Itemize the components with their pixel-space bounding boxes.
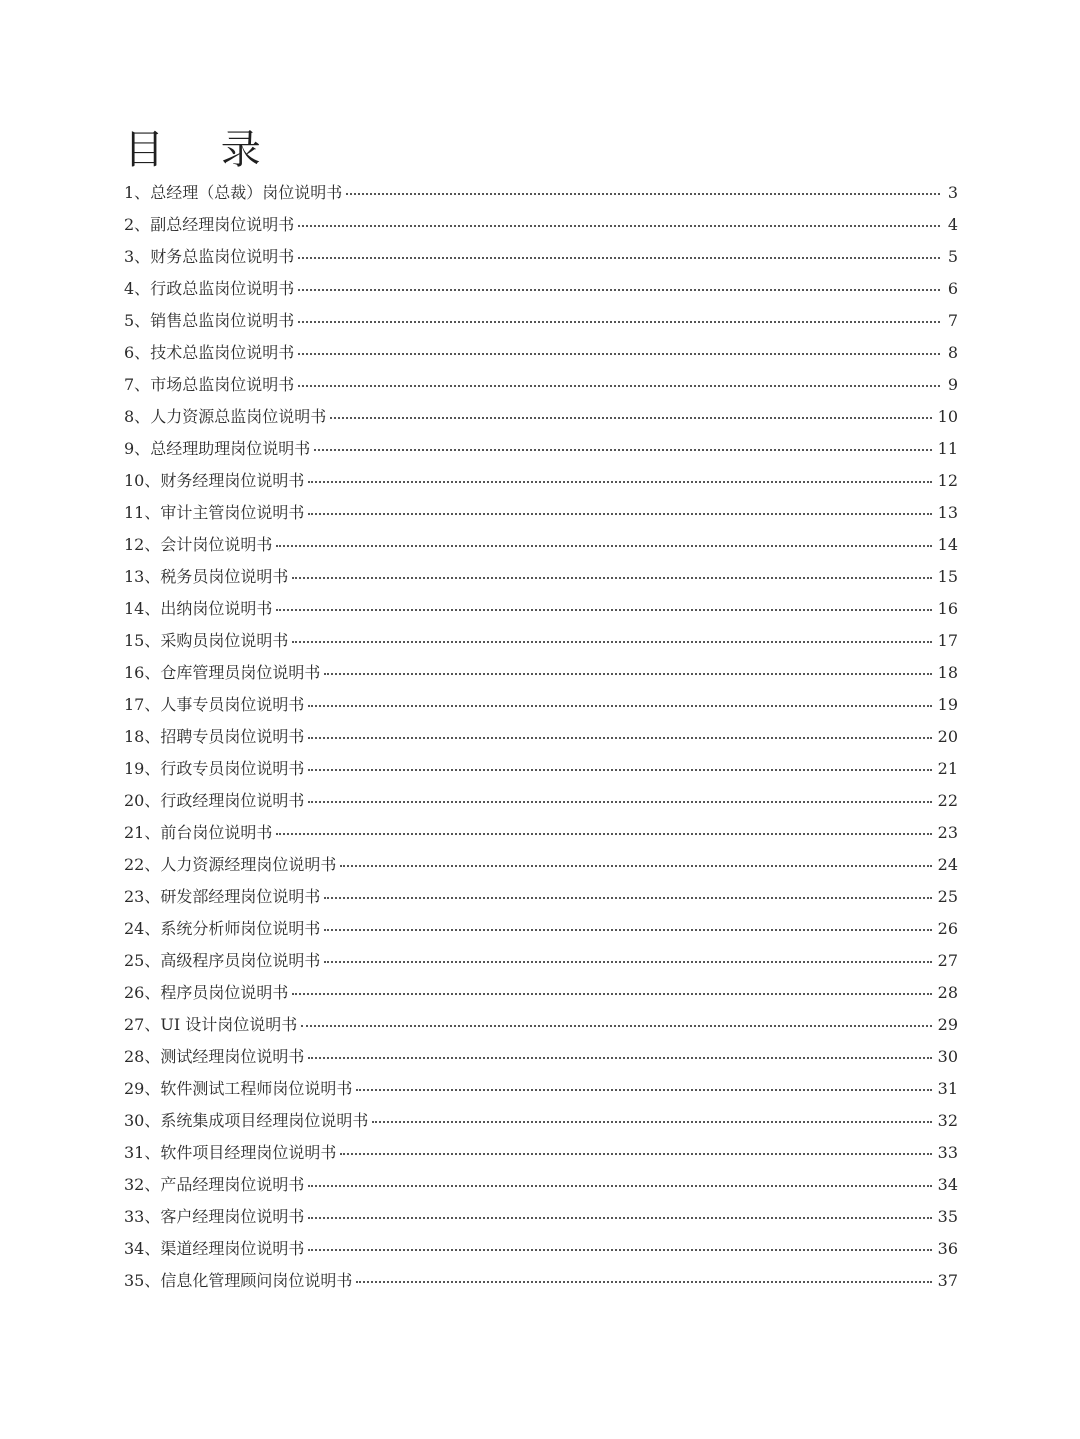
toc-entry-number: 33、	[124, 1207, 161, 1226]
toc-entry[interactable]	[124, 1137, 958, 1169]
toc-entry[interactable]	[124, 753, 958, 785]
toc-entry-number: 13、	[124, 567, 161, 586]
toc-entry[interactable]	[124, 241, 958, 273]
toc-entry[interactable]	[124, 1041, 958, 1073]
toc-entry-number: 22、	[124, 855, 161, 874]
toc-entry-title: 销售总监岗位说明书	[150, 311, 295, 330]
toc-entry-title: 高级程序员岗位说明书	[160, 951, 321, 970]
toc-entry-title: 软件项目经理岗位说明书	[160, 1143, 337, 1162]
toc-entry[interactable]	[124, 721, 958, 753]
toc-entry[interactable]	[124, 657, 958, 689]
dot-leader	[372, 1121, 931, 1123]
toc-entry-page-number: 9	[947, 375, 958, 394]
toc-entry-page-number: 37	[937, 1271, 958, 1290]
toc-entry[interactable]	[124, 1169, 958, 1201]
toc-entry-title: 人事专员岗位说明书	[160, 695, 305, 714]
toc-entry[interactable]	[124, 1265, 958, 1297]
toc-entry-page-number: 23	[937, 823, 958, 842]
toc-entry-page-number: 7	[947, 311, 958, 330]
toc-entry-page-number: 31	[937, 1079, 958, 1098]
toc-entry-number: 3、	[124, 247, 151, 266]
toc-entry[interactable]	[124, 593, 958, 625]
toc-entry-number: 25、	[124, 951, 161, 970]
toc-entry-page-number: 12	[937, 471, 958, 490]
toc-entry[interactable]	[124, 497, 958, 529]
dot-leader	[308, 737, 931, 739]
toc-entry-title: 副总经理岗位说明书	[150, 215, 295, 234]
toc-entry-page-number: 6	[947, 279, 958, 298]
toc-entry-page-number: 5	[947, 247, 958, 266]
toc-entry-title: 财务总监岗位说明书	[150, 247, 295, 266]
dot-leader	[292, 993, 931, 995]
toc-entry-title: 仓库管理员岗位说明书	[160, 663, 321, 682]
toc-entry-number: 18、	[124, 727, 161, 746]
toc-entry-title: 程序员岗位说明书	[160, 983, 289, 1002]
toc-entry-title: 采购员岗位说明书	[160, 631, 289, 650]
toc-entry-title: 会计岗位说明书	[160, 535, 273, 554]
toc-heading: 目 录	[124, 127, 283, 173]
toc-entry[interactable]	[124, 977, 958, 1009]
toc-entry-page-number: 11	[937, 439, 958, 458]
toc-entry-number: 19、	[124, 759, 161, 778]
toc-entry-number: 27、	[124, 1015, 161, 1034]
toc-entry-title: 人力资源经理岗位说明书	[160, 855, 337, 874]
toc-entry[interactable]	[124, 1105, 958, 1137]
toc-entry-title: UI 设计岗位说明书	[160, 1015, 298, 1034]
toc-entry-title: 财务经理岗位说明书	[160, 471, 305, 490]
toc-entry-page-number: 19	[937, 695, 958, 714]
toc-entry-page-number: 14	[937, 535, 958, 554]
toc-entry-page-number: 35	[937, 1207, 958, 1226]
toc-entry-page-number: 24	[937, 855, 958, 874]
toc-entry-title: 审计主管岗位说明书	[160, 503, 305, 522]
dot-leader	[330, 417, 931, 419]
toc-entry-number: 28、	[124, 1047, 161, 1066]
toc-entry-title: 客户经理岗位说明书	[160, 1207, 305, 1226]
dot-leader	[301, 1025, 931, 1027]
toc-entry-number: 10、	[124, 471, 161, 490]
toc-entry[interactable]	[124, 561, 958, 593]
toc-entry-number: 8、	[124, 407, 151, 426]
toc-entry-number: 34、	[124, 1239, 161, 1258]
toc-entry[interactable]	[124, 689, 958, 721]
toc-entry-page-number: 29	[937, 1015, 958, 1034]
dot-leader	[308, 769, 931, 771]
toc-entry-title: 税务员岗位说明书	[160, 567, 289, 586]
toc-entry-number: 29、	[124, 1079, 161, 1098]
dot-leader	[308, 1057, 931, 1059]
toc-entry[interactable]	[124, 785, 958, 817]
toc-entry-page-number: 34	[937, 1175, 958, 1194]
dot-leader	[356, 1281, 931, 1283]
dot-leader	[324, 929, 931, 931]
toc-entry[interactable]	[124, 849, 958, 881]
toc-entry-page-number: 21	[937, 759, 958, 778]
toc-entry-number: 5、	[124, 311, 151, 330]
toc-entry[interactable]	[124, 913, 958, 945]
toc-entry-number: 1、	[124, 183, 151, 202]
toc-entry-page-number: 25	[937, 887, 958, 906]
toc-entry-number: 12、	[124, 535, 161, 554]
dot-leader	[292, 577, 931, 579]
toc-entry-title: 总经理助理岗位说明书	[150, 439, 311, 458]
toc-entry-number: 26、	[124, 983, 161, 1002]
dot-leader	[324, 673, 931, 675]
toc-entry-page-number: 16	[937, 599, 958, 618]
toc-entry-page-number: 32	[937, 1111, 958, 1130]
toc-entry-page-number: 27	[937, 951, 958, 970]
toc-entry[interactable]	[124, 625, 958, 657]
toc-entry-title: 行政专员岗位说明书	[160, 759, 305, 778]
toc-entry-title: 系统分析师岗位说明书	[160, 919, 321, 938]
dot-leader	[346, 193, 940, 195]
dot-leader	[324, 897, 931, 899]
dot-leader	[308, 1249, 931, 1251]
toc-entry-page-number: 15	[937, 567, 958, 586]
toc-list	[124, 177, 958, 1297]
dot-leader	[308, 1185, 931, 1187]
toc-entry-number: 6、	[124, 343, 151, 362]
toc-entry[interactable]	[124, 529, 958, 561]
toc-entry-number: 15、	[124, 631, 161, 650]
toc-entry-title: 总经理（总裁）岗位说明书	[150, 183, 343, 202]
toc-entry-number: 20、	[124, 791, 161, 810]
dot-leader	[308, 1217, 931, 1219]
toc-entry[interactable]	[124, 177, 958, 209]
toc-entry-number: 23、	[124, 887, 161, 906]
dot-leader	[308, 801, 931, 803]
toc-entry-page-number: 3	[947, 183, 958, 202]
dot-leader	[298, 353, 940, 355]
toc-entry-number: 35、	[124, 1271, 161, 1290]
toc-entry[interactable]	[124, 1009, 958, 1041]
toc-entry[interactable]	[124, 369, 958, 401]
toc-entry-number: 4、	[124, 279, 151, 298]
toc-entry-number: 2、	[124, 215, 151, 234]
toc-entry-number: 32、	[124, 1175, 161, 1194]
dot-leader	[298, 225, 940, 227]
toc-entry[interactable]	[124, 305, 958, 337]
toc-entry-number: 24、	[124, 919, 161, 938]
toc-entry-number: 31、	[124, 1143, 161, 1162]
toc-entry-page-number: 20	[937, 727, 958, 746]
toc-entry-title: 研发部经理岗位说明书	[160, 887, 321, 906]
toc-entry[interactable]	[124, 273, 958, 305]
toc-entry[interactable]	[124, 337, 958, 369]
toc-entry-number: 16、	[124, 663, 161, 682]
toc-entry-page-number: 13	[937, 503, 958, 522]
toc-entry-number: 9、	[124, 439, 151, 458]
toc-entry-page-number: 30	[937, 1047, 958, 1066]
toc-entry-title: 技术总监岗位说明书	[150, 343, 295, 362]
toc-entry[interactable]	[124, 1201, 958, 1233]
toc-entry-page-number: 36	[937, 1239, 958, 1258]
dot-leader	[292, 641, 931, 643]
toc-entry[interactable]	[124, 945, 958, 977]
toc-entry-page-number: 18	[937, 663, 958, 682]
toc-entry[interactable]	[124, 1073, 958, 1105]
toc-entry-page-number: 8	[947, 343, 958, 362]
toc-entry[interactable]	[124, 209, 958, 241]
toc-entry-number: 30、	[124, 1111, 161, 1130]
dot-leader	[308, 513, 931, 515]
dot-leader	[308, 481, 931, 483]
dot-leader	[308, 705, 931, 707]
toc-entry-page-number: 22	[937, 791, 958, 810]
toc-entry-title: 渠道经理岗位说明书	[160, 1239, 305, 1258]
toc-entry-page-number: 26	[937, 919, 958, 938]
dot-leader	[340, 865, 931, 867]
toc-entry-number: 14、	[124, 599, 161, 618]
toc-entry[interactable]	[124, 817, 958, 849]
dot-leader	[276, 545, 931, 547]
toc-entry-title: 行政经理岗位说明书	[160, 791, 305, 810]
dot-leader	[298, 257, 940, 259]
toc-entry-page-number: 33	[937, 1143, 958, 1162]
toc-entry-page-number: 28	[937, 983, 958, 1002]
dot-leader	[314, 449, 931, 451]
toc-entry-number: 11、	[124, 503, 161, 522]
toc-entry[interactable]	[124, 433, 958, 465]
dot-leader	[356, 1089, 931, 1091]
dot-leader	[298, 289, 940, 291]
dot-leader	[298, 385, 940, 387]
toc-entry-title: 行政总监岗位说明书	[150, 279, 295, 298]
toc-entry-page-number: 17	[937, 631, 958, 650]
toc-entry[interactable]	[124, 1233, 958, 1265]
toc-entry-number: 17、	[124, 695, 161, 714]
toc-entry-title: 产品经理岗位说明书	[160, 1175, 305, 1194]
toc-entry-title: 系统集成项目经理岗位说明书	[160, 1111, 369, 1130]
toc-entry[interactable]	[124, 401, 958, 433]
toc-entry-title: 人力资源总监岗位说明书	[150, 407, 327, 426]
toc-entry-title: 软件测试工程师岗位说明书	[160, 1079, 353, 1098]
dot-leader	[324, 961, 931, 963]
toc-entry-page-number: 10	[937, 407, 958, 426]
dot-leader	[276, 609, 931, 611]
dot-leader	[340, 1153, 931, 1155]
toc-entry-title: 信息化管理顾问岗位说明书	[160, 1271, 353, 1290]
toc-entry-title: 测试经理岗位说明书	[160, 1047, 305, 1066]
dot-leader	[276, 833, 931, 835]
toc-entry-number: 7、	[124, 375, 151, 394]
toc-entry[interactable]	[124, 465, 958, 497]
toc-entry-number: 21、	[124, 823, 161, 842]
toc-entry-title: 前台岗位说明书	[160, 823, 273, 842]
dot-leader	[298, 321, 940, 323]
toc-entry-title: 出纳岗位说明书	[160, 599, 273, 618]
toc-entry[interactable]	[124, 881, 958, 913]
toc-entry-title: 招聘专员岗位说明书	[160, 727, 305, 746]
toc-entry-page-number: 4	[947, 215, 958, 234]
toc-entry-title: 市场总监岗位说明书	[150, 375, 295, 394]
